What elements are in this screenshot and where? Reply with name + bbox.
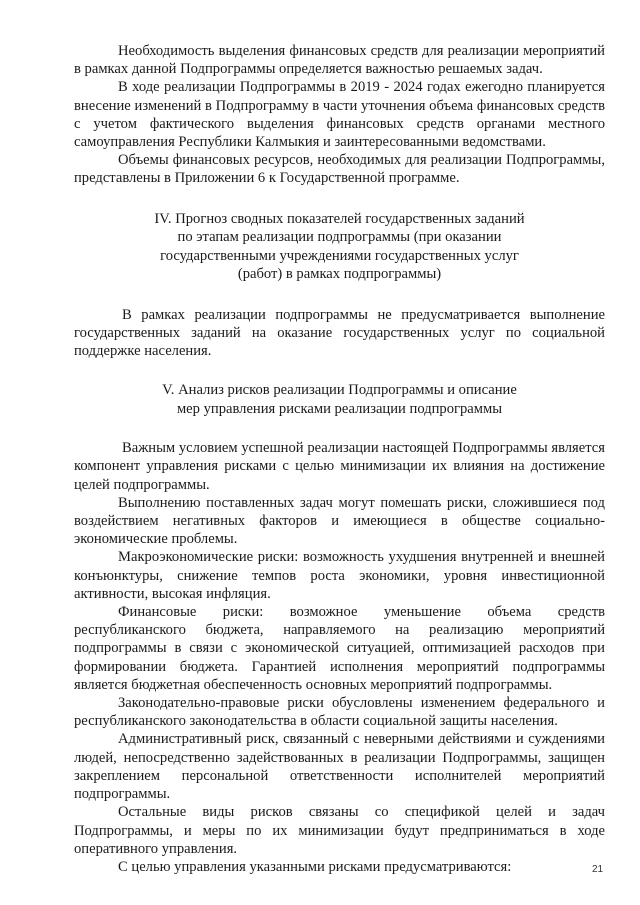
document-body (74, 42, 605, 876)
spacer (74, 284, 605, 306)
section-4-heading-line: (работ) в рамках подпрограммы) (237, 266, 442, 283)
paragraph-financial-risks: Финансовые риски: возможное уменьшение объема средств республиканского бюджета, направляемого на реализацию мероприятий подпрограммы в связи с экономической ситуацией, оптимизацией расходов при формировании бюджета. Гарантией исполнения мероприятий подпрограммы является бюджетная обеспеченность основных мероприятий подпрограммы. (74, 604, 605, 693)
paragraph-risk-measures-intro: С целью управления указанными рисками предусматриваются: (118, 858, 512, 875)
paragraph-macroeconomic-risks: Макроэкономические риски: возможность ухудшения внутренней и внешней конъюнктуры, снижение темпов роста экономики, уровня инвестиционной активности, высокая инфляция. (74, 549, 605, 602)
paragraph-financing-need: Необходимость выделения финансовых средств для реализации мероприятий в рамках данной Подпрограммы определяется важностью решаемых задач. (74, 43, 605, 78)
section-4-heading (74, 210, 605, 284)
section-5-heading-line: мер управления рисками реализации подпрограммы (176, 400, 503, 417)
spacer (74, 418, 605, 439)
section-4-heading-line: государственными учреждениями государственных услуг (160, 247, 519, 264)
spacer (74, 188, 605, 210)
paragraph-no-state-tasks: В рамках реализации подпрограммы не предусматривается выполнение государственных заданий на оказание государственных услуг по социальной поддержке населения. (74, 306, 605, 360)
paragraph-administrative-risk: Административный риск, связанный с неверными действиями и суждениями людей, непосредственно задействованных в реализации Подпрограммы, защищен закреплением персональной ответственности исполнителей мероприятий подпрограммы. (74, 731, 605, 803)
paragraph-legal-risks: Законодательно-правовые риски обусловлены изменением федерального и республиканского законодательства в области социальной защиты населения. (74, 695, 605, 730)
paragraph-resource-volumes: Объемы финансовых ресурсов, необходимых для реализации Подпрограммы, представлены в Приложении 6 к Государственной программе. (74, 152, 605, 187)
page-number: 21 (592, 864, 604, 875)
section-4-heading-line: IV. Прогноз сводных показателей государственных заданий (154, 210, 525, 227)
section-4-heading-line: по этапам реализации подпрограммы (при оказании (177, 229, 502, 246)
section-5-heading (74, 381, 605, 418)
paragraph-negative-factors: Выполнению поставленных задач могут помешать риски, сложившиеся под воздействием негативных факторов и имеющиеся в обществе социально-экономические проблемы. (74, 494, 605, 548)
paragraph-risk-management: Важным условием успешной реализации настоящей Подпрограммы является компонент управления рисками с целью минимизации их влияния на достижение целей подпрограммы. (74, 440, 605, 493)
paragraph-annual-changes: В ходе реализации Подпрограммы в 2019 - 2024 годах ежегодно планируется внесение изменений в Подпрограмму в части уточнения объема финансовых средств с учетом фактического выделения финансовых средств органами местного самоуправления Республики Калмыкия и заинтересованными ведомствами. (74, 79, 605, 151)
spacer (74, 360, 605, 381)
paragraph-other-risks: Остальные виды рисков связаны со спецификой целей и задач Подпрограммы, и меры по их минимизации будут предприниматься в ходе оперативного управления. (74, 804, 605, 857)
section-5-heading-line: V. Анализ рисков реализации Подпрограммы и описание (162, 382, 517, 399)
